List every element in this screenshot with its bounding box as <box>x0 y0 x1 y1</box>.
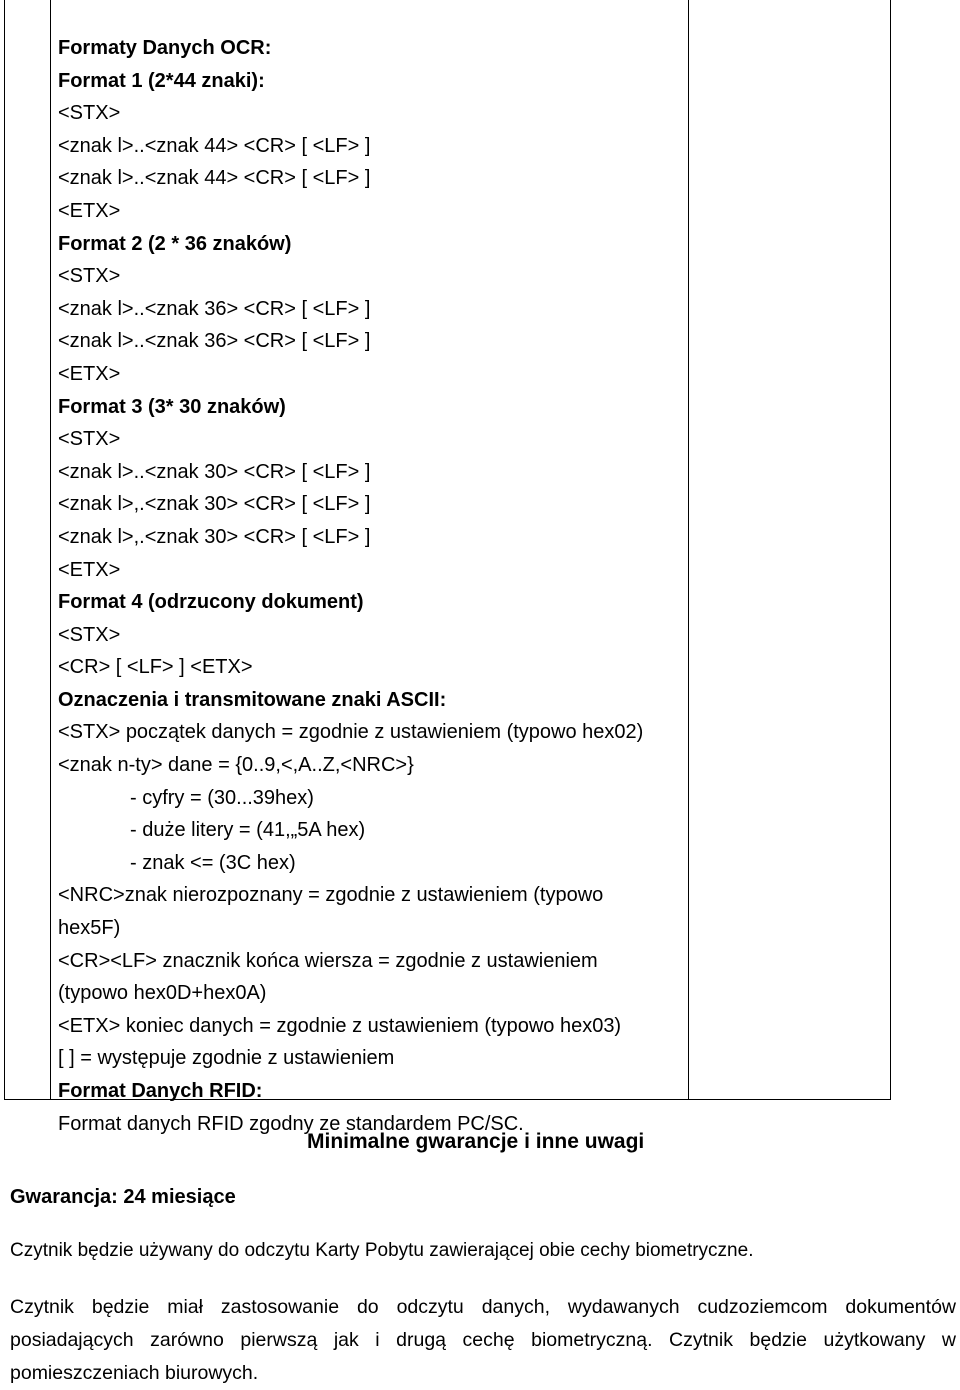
paragraph-usage-line: posiadających zarówno pierwszą jak i drugą cechę biometryczną. Czytnik będzie użytkowany w <box>10 1329 956 1351</box>
table-text-line: <znak l>..<znak 36> <CR> [ <LF> ] <box>58 297 371 320</box>
section-title: Minimalne gwarancje i inne uwagi <box>307 1130 645 1153</box>
table-border-col2 <box>688 0 689 1100</box>
table-text-line: <STX> <box>58 102 121 125</box>
table-heading-line: Format 4 (odrzucony dokument) <box>58 591 364 614</box>
paragraph-usage-line: Czytnik będzie miał zastosowanie do odczytu danych, wydawanych cudzoziemcom dokumentów <box>10 1296 956 1318</box>
paragraph-biometric-card: Czytnik będzie używany do odczytu Karty Pobytu zawierającej obie cechy biometryczne. <box>10 1240 754 1261</box>
paragraph-usage <box>10 1291 956 1390</box>
guarantee-label: Gwarancja: 24 miesiące <box>10 1186 236 1208</box>
table-text-line: <CR><LF> znacznik końca wiersza = zgodnie z ustawieniem <box>58 949 598 972</box>
table-text-line: <ETX> <box>58 558 121 581</box>
table-text-line: <STX> <box>58 265 121 288</box>
table-text-line: <ETX> <box>58 362 121 385</box>
table-text-line: <ETX> <box>58 199 121 222</box>
table-text-line: - cyfry = (30...39hex) <box>130 786 314 809</box>
table-text-line: <znak n-ty> dane = {0..9,<,A..Z,<NRC>} <box>58 754 414 777</box>
table-border-col1 <box>50 0 51 1100</box>
table-text-line: <znak l>..<znak 44> <CR> [ <LF> ] <box>58 167 371 190</box>
table-heading-line: Format 2 (2 * 36 znaków) <box>58 232 292 255</box>
table-heading-line: Format 3 (3* 30 znaków) <box>58 395 286 418</box>
table-text-line: <znak l>,.<znak 30> <CR> [ <LF> ] <box>58 493 371 516</box>
table-border-left <box>4 0 5 1100</box>
table-border-right <box>890 0 891 1100</box>
table-text-line: [ ] = występuje zgodnie z ustawieniem <box>58 1047 395 1070</box>
table-text-line: <znak l>..<znak 30> <CR> [ <LF> ] <box>58 460 371 483</box>
paragraph-usage-line: pomieszczeniach biurowych. <box>10 1362 259 1384</box>
table-text-line: <STX> <box>58 428 121 451</box>
table-text-line: hex5F) <box>58 917 121 940</box>
table-text-line: Format danych RFID zgodny ze standardem PC/SC. <box>58 1112 524 1135</box>
table-heading-line: Oznaczenia i transmitowane znaki ASCII: <box>58 688 447 711</box>
table-text-line: <znak l>..<znak 36> <CR> [ <LF> ] <box>58 330 371 353</box>
table-text-line: <STX> <box>58 623 121 646</box>
table-text-line: - znak <= (3C hex) <box>130 851 296 874</box>
table-text-line: <CR> [ <LF> ] <ETX> <box>58 656 253 679</box>
table-text-line: (typowo hex0D+hex0A) <box>58 982 267 1005</box>
ocr-format-cell <box>58 32 688 1140</box>
table-text-line: <STX> początek danych = zgodnie z ustawieniem (typowo hex02) <box>58 721 644 744</box>
table-text-line: <znak l>,.<znak 30> <CR> [ <LF> ] <box>58 525 371 548</box>
table-heading-line: Format 1 (2*44 znaki): <box>58 69 265 92</box>
table-heading-line: Format Danych RFID: <box>58 1080 263 1102</box>
table-text-line: <ETX> koniec danych = zgodnie z ustawieniem (typowo hex03) <box>58 1014 622 1037</box>
table-text-line: <znak l>..<znak 44> <CR> [ <LF> ] <box>58 134 371 157</box>
table-text-line: - duże litery = (41,„5A hex) <box>130 819 366 842</box>
table-text-line: <NRC>znak nierozpoznany = zgodnie z ustawieniem (typowo <box>58 884 604 907</box>
table-heading-line: Formaty Danych OCR: <box>58 37 272 59</box>
